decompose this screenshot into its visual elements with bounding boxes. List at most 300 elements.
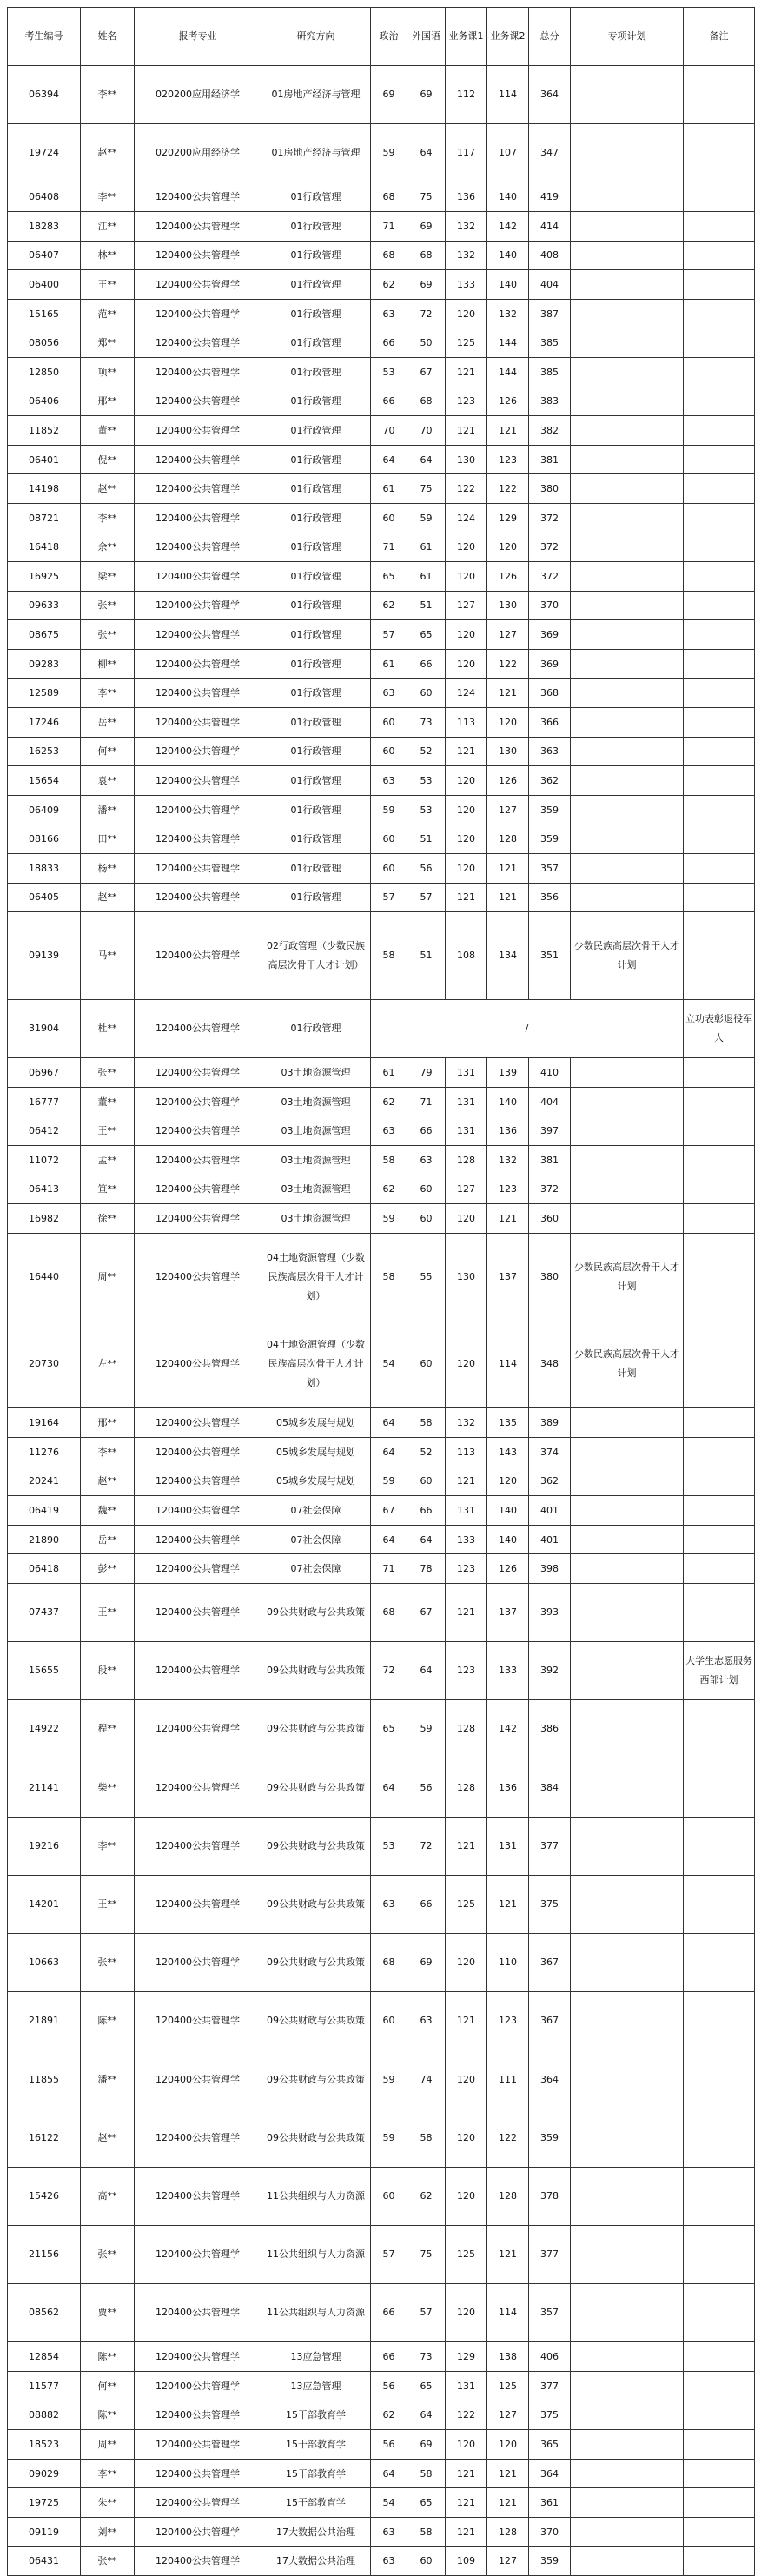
cell-special-plan [571,649,684,679]
cell-special-plan [571,824,684,854]
table-row [8,679,755,708]
table-row [8,1321,755,1408]
cell-course-2: 122 [487,474,529,504]
cell-name: 李** [81,503,135,533]
cell-course-2: 121 [487,2488,529,2518]
cell-direction: 01行政管理 [261,182,371,212]
cell-course-2: 133 [487,1642,529,1700]
cell-special-plan [571,2488,684,2518]
cell-special-plan [571,1204,684,1234]
cell-candidate-id: 09139 [8,912,81,1000]
cell-course-1: 121 [446,1817,487,1875]
cell-politics: 68 [371,182,407,212]
cell-special-plan [571,620,684,650]
cell-foreign-language: 63 [407,1992,446,2050]
cell-remarks [684,1496,755,1526]
cell-candidate-id: 12589 [8,679,81,708]
cell-foreign-language: 70 [407,416,446,446]
cell-politics: 62 [371,1087,407,1116]
cell-remarks [684,766,755,796]
table-row [8,2546,755,2576]
cell-course-1: 125 [446,1875,487,1933]
cell-major: 120400公共管理学 [135,1758,261,1817]
cell-special-plan [571,474,684,504]
cell-politics: 61 [371,1058,407,1088]
cell-candidate-id: 21156 [8,2225,81,2283]
cell-politics: 62 [371,1175,407,1204]
cell-direction: 01行政管理 [261,474,371,504]
cell-remarks [684,66,755,124]
cell-major: 120400公共管理学 [135,1496,261,1526]
cell-course-1: 120 [446,2050,487,2109]
cell-politics: 63 [371,766,407,796]
cell-foreign-language: 73 [407,708,446,738]
cell-special-plan [571,1875,684,1933]
table-row [8,562,755,592]
cell-course-2: 140 [487,270,529,300]
table-row [8,2284,755,2342]
cell-direction: 01房地产经济与管理 [261,66,371,124]
cell-politics: 71 [371,533,407,562]
cell-remarks [684,854,755,884]
cell-name: 马** [81,912,135,1000]
cell-remarks [684,357,755,387]
table-row [8,1408,755,1438]
cell-special-plan [571,1116,684,1146]
cell-foreign-language: 56 [407,854,446,884]
cell-course-2: 114 [487,2284,529,2342]
cell-direction: 02行政管理（少数民族高层次骨干人才计划） [261,912,371,1000]
cell-foreign-language: 60 [407,1204,446,1234]
cell-total: 372 [529,1175,571,1204]
cell-remarks [684,2401,755,2430]
cell-foreign-language: 58 [407,2517,446,2546]
cell-direction: 05城乡发展与规划 [261,1467,371,1496]
cell-politics: 57 [371,883,407,912]
cell-special-plan [571,1992,684,2050]
cell-merged-scores: / [371,1000,684,1058]
cell-name: 袁** [81,766,135,796]
cell-special-plan [571,503,684,533]
cell-major: 120400公共管理学 [135,328,261,358]
cell-politics: 57 [371,620,407,650]
cell-major: 120400公共管理学 [135,474,261,504]
cell-direction: 03土地资源管理 [261,1116,371,1146]
cell-total: 363 [529,737,571,766]
cell-foreign-language: 59 [407,1700,446,1758]
header-candidate-id: 考生编号 [8,8,81,66]
table-row [8,1000,755,1058]
table-row [8,824,755,854]
cell-remarks [684,2225,755,2283]
cell-major: 120400公共管理学 [135,766,261,796]
cell-politics: 68 [371,1583,407,1641]
cell-candidate-id: 12850 [8,357,81,387]
cell-course-1: 120 [446,1934,487,1992]
cell-major: 120400公共管理学 [135,824,261,854]
cell-course-1: 130 [446,445,487,474]
cell-special-plan [571,883,684,912]
cell-remarks [684,2517,755,2546]
cell-major: 120400公共管理学 [135,562,261,592]
cell-politics: 60 [371,708,407,738]
cell-foreign-language: 58 [407,1408,446,1438]
cell-name: 余** [81,533,135,562]
cell-name: 高** [81,2167,135,2225]
cell-candidate-id: 06394 [8,66,81,124]
cell-course-1: 108 [446,912,487,1000]
cell-politics: 63 [371,679,407,708]
header-politics: 政治 [371,8,407,66]
cell-total: 361 [529,2488,571,2518]
cell-candidate-id: 19724 [8,124,81,182]
cell-course-1: 121 [446,2459,487,2488]
cell-course-1: 132 [446,241,487,270]
cell-course-1: 122 [446,2401,487,2430]
table-row [8,270,755,300]
cell-major: 120400公共管理学 [135,2342,261,2372]
cell-course-1: 121 [446,357,487,387]
cell-foreign-language: 56 [407,1758,446,1817]
cell-total: 359 [529,2109,571,2167]
cell-major: 120400公共管理学 [135,1233,261,1321]
cell-total: 378 [529,2167,571,2225]
header-direction: 研究方向 [261,8,371,66]
table-row [8,737,755,766]
cell-total: 389 [529,1408,571,1438]
cell-candidate-id: 19725 [8,2488,81,2518]
cell-foreign-language: 60 [407,1321,446,1408]
cell-major: 120400公共管理学 [135,1700,261,1758]
cell-name: 徐** [81,1204,135,1234]
cell-total: 384 [529,1758,571,1817]
cell-total: 377 [529,1817,571,1875]
cell-foreign-language: 66 [407,1875,446,1933]
cell-remarks: 大学生志愿服务西部计划 [684,1642,755,1700]
cell-course-2: 144 [487,357,529,387]
cell-direction: 01行政管理 [261,649,371,679]
cell-total: 359 [529,2546,571,2576]
cell-politics: 65 [371,1700,407,1758]
cell-name: 赵** [81,1467,135,1496]
cell-direction: 03土地资源管理 [261,1058,371,1088]
cell-remarks [684,503,755,533]
cell-special-plan [571,328,684,358]
cell-foreign-language: 63 [407,1145,446,1175]
cell-politics: 57 [371,2225,407,2283]
cell-name: 潘** [81,795,135,824]
cell-foreign-language: 69 [407,211,446,241]
header-course-1: 业务课1 [446,8,487,66]
cell-major: 120400公共管理学 [135,2546,261,2576]
cell-direction: 01行政管理 [261,328,371,358]
cell-course-1: 130 [446,1233,487,1321]
cell-special-plan [571,2546,684,2576]
cell-candidate-id: 08056 [8,328,81,358]
cell-major: 120400公共管理学 [135,2517,261,2546]
table-row [8,1992,755,2050]
cell-candidate-id: 06413 [8,1175,81,1204]
cell-name: 赵** [81,124,135,182]
table-row [8,1875,755,1933]
cell-total: 362 [529,766,571,796]
cell-name: 张** [81,2225,135,2283]
cell-course-1: 123 [446,1554,487,1584]
cell-foreign-language: 72 [407,1817,446,1875]
cell-course-1: 120 [446,766,487,796]
cell-major: 120400公共管理学 [135,1087,261,1116]
cell-special-plan [571,1058,684,1088]
cell-candidate-id: 09029 [8,2459,81,2488]
cell-total: 401 [529,1496,571,1526]
cell-major: 120400公共管理学 [135,1817,261,1875]
cell-candidate-id: 11276 [8,1437,81,1467]
cell-major: 120400公共管理学 [135,299,261,328]
cell-special-plan [571,1934,684,1992]
cell-major: 120400公共管理学 [135,2401,261,2430]
cell-major: 120400公共管理学 [135,708,261,738]
cell-total: 359 [529,795,571,824]
cell-course-2: 121 [487,854,529,884]
cell-special-plan [571,1700,684,1758]
table-row [8,2488,755,2518]
cell-candidate-id: 10663 [8,1934,81,1992]
cell-foreign-language: 66 [407,1496,446,1526]
cell-candidate-id: 11855 [8,2050,81,2109]
table-row [8,1175,755,1204]
cell-course-1: 133 [446,270,487,300]
cell-course-1: 131 [446,1116,487,1146]
cell-direction: 09公共财政与公共政策 [261,1992,371,2050]
cell-course-1: 120 [446,824,487,854]
cell-name: 何** [81,737,135,766]
cell-remarks [684,562,755,592]
cell-remarks [684,124,755,182]
cell-politics: 66 [371,2284,407,2342]
cell-course-2: 128 [487,2517,529,2546]
cell-special-plan [571,270,684,300]
cell-remarks [684,328,755,358]
cell-course-1: 132 [446,1408,487,1438]
cell-course-2: 126 [487,562,529,592]
cell-remarks [684,2488,755,2518]
cell-total: 368 [529,679,571,708]
cell-course-2: 140 [487,1496,529,1526]
cell-politics: 66 [371,2342,407,2372]
cell-special-plan [571,1437,684,1467]
cell-name: 李** [81,2459,135,2488]
cell-special-plan [571,182,684,212]
cell-direction: 09公共财政与公共政策 [261,1642,371,1700]
cell-foreign-language: 51 [407,591,446,620]
cell-course-1: 128 [446,1758,487,1817]
cell-direction: 03土地资源管理 [261,1145,371,1175]
cell-major: 120400公共管理学 [135,1437,261,1467]
cell-foreign-language: 72 [407,299,446,328]
cell-remarks [684,1467,755,1496]
cell-remarks [684,795,755,824]
cell-candidate-id: 15654 [8,766,81,796]
cell-foreign-language: 75 [407,2225,446,2283]
cell-candidate-id: 06409 [8,795,81,824]
header-special-plan: 专项计划 [571,8,684,66]
cell-total: 401 [529,1525,571,1554]
cell-candidate-id: 12854 [8,2342,81,2372]
cell-name: 周** [81,1233,135,1321]
cell-direction: 01行政管理 [261,766,371,796]
cell-candidate-id: 16440 [8,1233,81,1321]
cell-name: 李** [81,182,135,212]
cell-foreign-language: 51 [407,824,446,854]
cell-course-2: 144 [487,328,529,358]
cell-direction: 01行政管理 [261,679,371,708]
cell-course-1: 121 [446,1467,487,1496]
cell-course-2: 123 [487,1992,529,2050]
cell-foreign-language: 60 [407,1175,446,1204]
cell-politics: 63 [371,2517,407,2546]
cell-course-1: 120 [446,2430,487,2460]
cell-total: 393 [529,1583,571,1641]
cell-course-1: 131 [446,1496,487,1526]
cell-foreign-language: 58 [407,2459,446,2488]
cell-major: 120400公共管理学 [135,649,261,679]
cell-course-1: 120 [446,2167,487,2225]
cell-course-2: 120 [487,708,529,738]
cell-special-plan [571,357,684,387]
cell-total: 404 [529,1087,571,1116]
cell-direction: 01行政管理 [261,591,371,620]
cell-politics: 58 [371,1145,407,1175]
cell-course-1: 120 [446,1321,487,1408]
cell-foreign-language: 69 [407,270,446,300]
cell-foreign-language: 65 [407,620,446,650]
cell-remarks [684,2546,755,2576]
cell-total: 351 [529,912,571,1000]
cell-special-plan [571,533,684,562]
cell-total: 398 [529,1554,571,1584]
cell-politics: 70 [371,416,407,446]
cell-course-2: 138 [487,2342,529,2372]
cell-remarks [684,211,755,241]
cell-politics: 62 [371,591,407,620]
cell-foreign-language: 57 [407,883,446,912]
cell-total: 357 [529,854,571,884]
cell-candidate-id: 16122 [8,2109,81,2167]
table-row [8,795,755,824]
cell-name: 赵** [81,883,135,912]
cell-politics: 62 [371,270,407,300]
cell-foreign-language: 60 [407,2546,446,2576]
cell-direction: 17大数据公共治理 [261,2517,371,2546]
cell-major: 120400公共管理学 [135,1175,261,1204]
cell-politics: 64 [371,445,407,474]
cell-major: 120400公共管理学 [135,1583,261,1641]
cell-direction: 03土地资源管理 [261,1087,371,1116]
cell-course-1: 131 [446,1087,487,1116]
cell-foreign-language: 61 [407,533,446,562]
cell-name: 段** [81,1642,135,1700]
cell-name: 陈** [81,2342,135,2372]
cell-course-2: 136 [487,1758,529,1817]
cell-major: 120400公共管理学 [135,2371,261,2401]
cell-candidate-id: 06406 [8,387,81,416]
cell-remarks [684,299,755,328]
table-row [8,1233,755,1321]
cell-name: 郑** [81,328,135,358]
cell-name: 梁** [81,562,135,592]
cell-name: 王** [81,270,135,300]
cell-remarks [684,1145,755,1175]
cell-foreign-language: 64 [407,445,446,474]
cell-name: 潘** [81,2050,135,2109]
cell-total: 383 [529,387,571,416]
cell-direction: 05城乡发展与规划 [261,1437,371,1467]
cell-total: 365 [529,2430,571,2460]
cell-candidate-id: 14922 [8,1700,81,1758]
header-total: 总分 [529,8,571,66]
cell-foreign-language: 75 [407,474,446,504]
cell-total: 408 [529,241,571,270]
cell-major: 120400公共管理学 [135,1408,261,1438]
table-row [8,2225,755,2283]
cell-major: 120400公共管理学 [135,1992,261,2050]
cell-major: 120400公共管理学 [135,2109,261,2167]
cell-candidate-id: 09119 [8,2517,81,2546]
cell-course-1: 136 [446,182,487,212]
cell-candidate-id: 11577 [8,2371,81,2401]
cell-foreign-language: 78 [407,1554,446,1584]
cell-politics: 60 [371,737,407,766]
cell-course-1: 113 [446,1437,487,1467]
cell-course-1: 125 [446,328,487,358]
table-row [8,2430,755,2460]
table-row [8,2167,755,2225]
cell-special-plan [571,2430,684,2460]
cell-course-2: 120 [487,533,529,562]
cell-course-1: 112 [446,66,487,124]
cell-major: 120400公共管理学 [135,795,261,824]
cell-major: 120400公共管理学 [135,679,261,708]
cell-course-2: 121 [487,883,529,912]
cell-politics: 58 [371,1233,407,1321]
cell-total: 377 [529,2225,571,2283]
cell-course-2: 107 [487,124,529,182]
cell-name: 李** [81,679,135,708]
cell-remarks [684,1321,755,1408]
cell-remarks [684,1233,755,1321]
cell-remarks [684,2109,755,2167]
cell-name: 林** [81,241,135,270]
cell-total: 414 [529,211,571,241]
cell-remarks [684,2284,755,2342]
cell-name: 赵** [81,2109,135,2167]
cell-direction: 09公共财政与公共政策 [261,1817,371,1875]
cell-direction: 09公共财政与公共政策 [261,2109,371,2167]
cell-total: 364 [529,2050,571,2109]
cell-politics: 63 [371,1875,407,1933]
cell-foreign-language: 69 [407,1934,446,1992]
cell-foreign-language: 58 [407,2109,446,2167]
cell-course-1: 120 [446,649,487,679]
cell-course-2: 114 [487,1321,529,1408]
cell-total: 366 [529,708,571,738]
cell-total: 375 [529,2401,571,2430]
cell-special-plan [571,591,684,620]
cell-total: 375 [529,1875,571,1933]
cell-candidate-id: 19164 [8,1408,81,1438]
table-row [8,182,755,212]
cell-total: 380 [529,1233,571,1321]
